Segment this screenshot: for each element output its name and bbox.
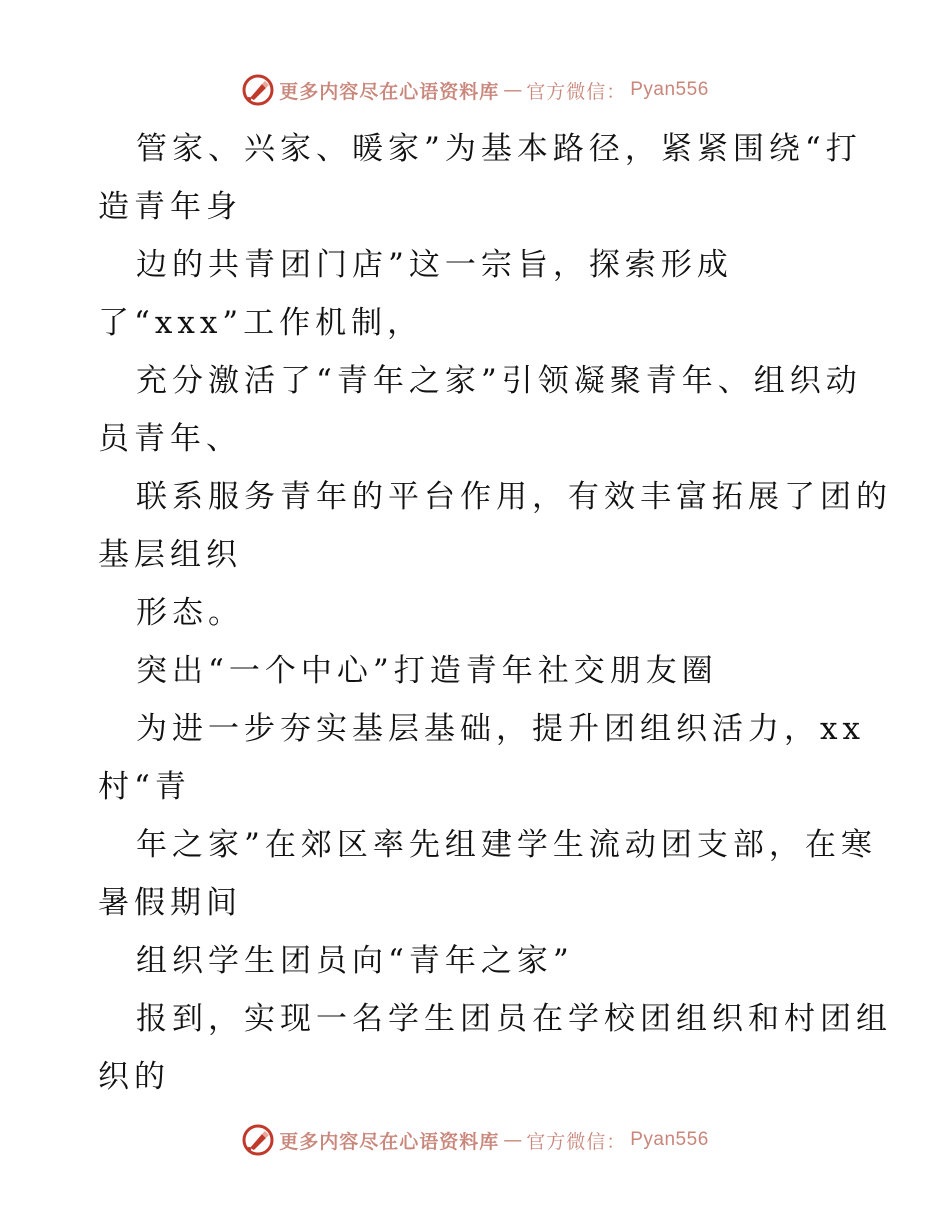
- watermark-separator: —: [503, 1129, 523, 1151]
- text-line: 突出“一个中心”打造青年社交朋友圈: [136, 653, 718, 689]
- watermark-contact-label: 官方微信：: [526, 80, 627, 103]
- pen-nib-logo-icon: [241, 73, 275, 107]
- text-line: 联系服务青年的平台作用，有效丰富拓展了团的: [136, 479, 892, 515]
- watermark-contact-handle: Pyan556: [630, 1129, 709, 1150]
- watermark-header: [0, 70, 950, 110]
- pen-nib-logo-icon: [241, 1123, 275, 1157]
- text-line: 形态。: [136, 595, 244, 631]
- text-line: 充分激活了“青年之家”引领凝聚青年、组织动: [136, 363, 862, 399]
- watermark-contact-label: 官方微信：: [526, 1130, 627, 1153]
- watermark-separator: —: [503, 79, 523, 101]
- watermark-text: 更多内容尽在心语资料库: [279, 1130, 500, 1153]
- text-line: 组织学生团员向“青年之家”: [136, 943, 574, 979]
- text-line: 员青年、: [98, 421, 242, 457]
- text-line: 暑假期间: [98, 885, 242, 921]
- document-body: [98, 120, 892, 1106]
- watermark-contact-handle: Pyan556: [630, 79, 709, 100]
- watermark-footer: [0, 1120, 950, 1160]
- text-line: 年之家”在郊区率先组建学生流动团支部，在寒: [136, 827, 877, 863]
- text-line: 管家、兴家、暖家”为基本路径，紧紧围绕“打: [136, 131, 862, 167]
- text-line: 了“xxx”工作机制，: [98, 305, 424, 341]
- text-line: 织的: [98, 1059, 170, 1095]
- text-line: 村“青: [98, 769, 191, 805]
- text-line: 基层组织: [98, 537, 242, 573]
- text-line: 报到，实现一名学生团员在学校团组织和村团组: [136, 1001, 892, 1037]
- text-line: 边的共青团门店”这一宗旨，探索形成: [136, 247, 733, 283]
- text-line: 造青年身: [98, 189, 242, 225]
- watermark-text: 更多内容尽在心语资料库: [279, 80, 500, 103]
- text-line: 为进一步夯实基层基础，提升团组织活力，xx: [136, 711, 865, 747]
